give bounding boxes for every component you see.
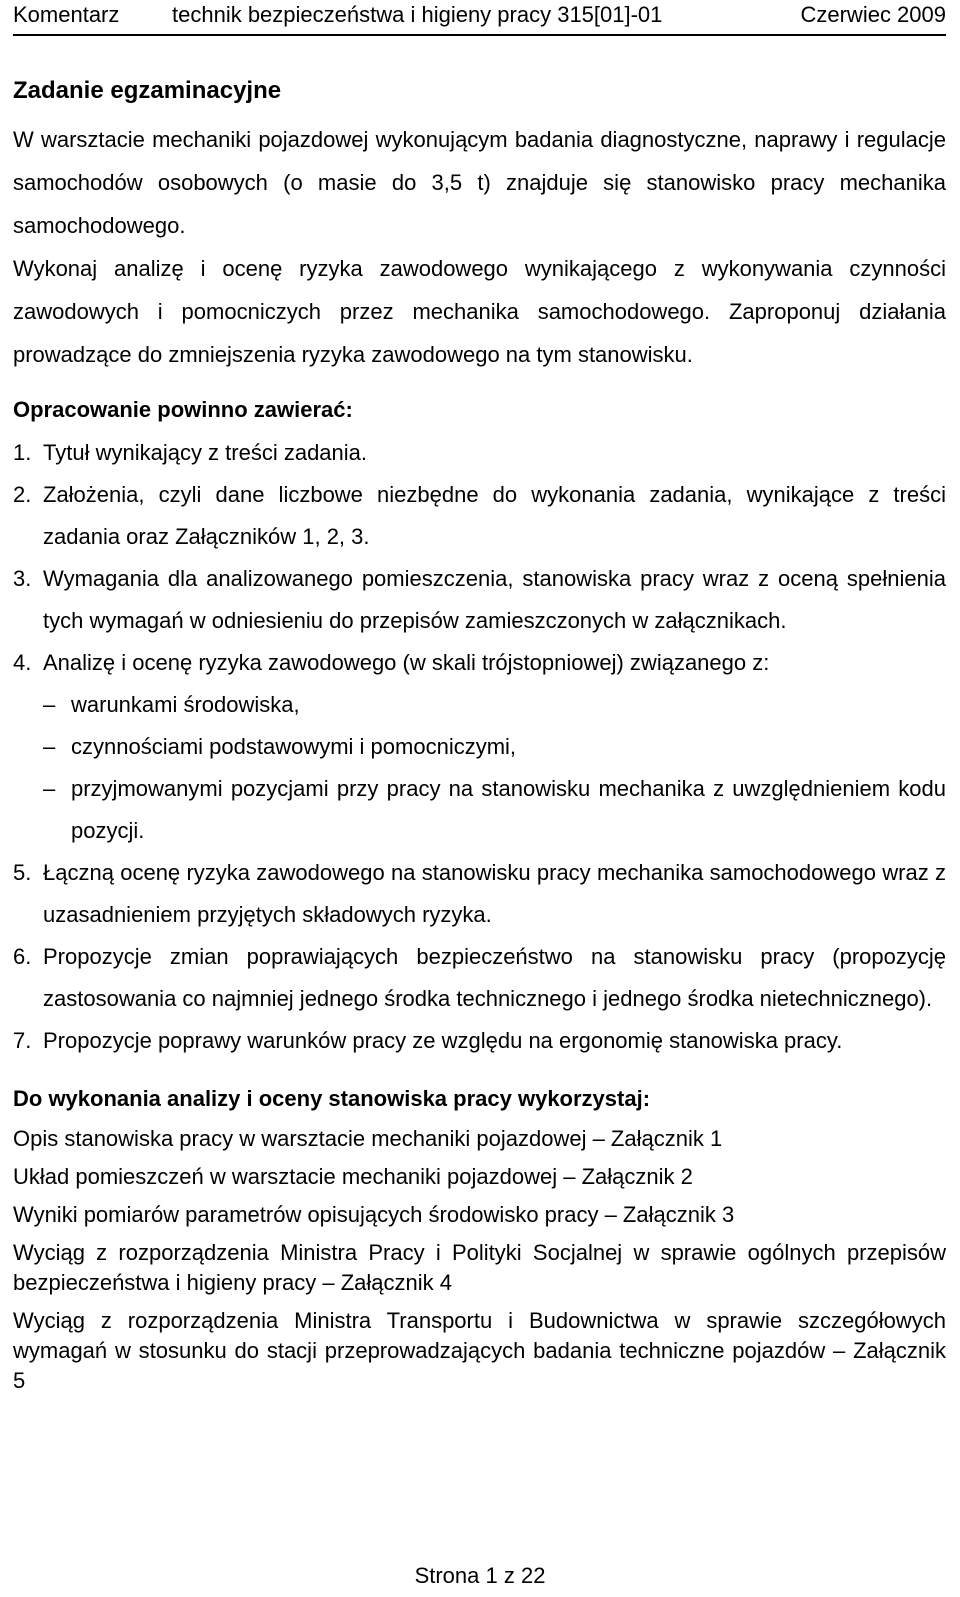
dash-bullet: – [43, 776, 56, 801]
attachment-item: Układ pomieszczeń w warsztacie mechaniki pojazdowej – Załącznik 2 [13, 1164, 693, 1189]
sub-list-item [43, 726, 946, 768]
requirement-item [13, 642, 946, 852]
page-number: Strona 1 z 22 [414, 1563, 546, 1588]
requirement-number: 2. [13, 482, 32, 507]
requirement-item [13, 432, 946, 474]
requirement-text: Wymagania dla analizowanego pomieszczenia, stanowiska pracy wraz z oceną spełnienia tych wymagań w odniesieniu do przepisów zamieszczonych w załącznikach. [43, 566, 946, 633]
attachments-heading: Do wykonania analizy i oceny stanowiska pracy wykorzystaj: [13, 1086, 651, 1111]
requirement-number: 7. [13, 1028, 32, 1053]
attachment-item: Wyciąg z rozporządzenia Ministra Transportu i Budownictwa w sprawie szczegółowych wymagań w stosunku do stacji przeprowadzających badania techniczne pojazdów – Załącznik 5 [13, 1308, 946, 1393]
requirement-item [13, 474, 946, 558]
requirement-text: Założenia, czyli dane liczbowe niezbędne do wykonania zadania, wynikające z treści zadania oraz Załączników 1, 2, 3. [43, 482, 946, 549]
header-divider [13, 34, 946, 36]
sub-list-item [43, 684, 946, 726]
page-header [0, 0, 960, 34]
intro-paragraph-2: Wykonaj analizę i ocenę ryzyka zawodowego wynikającego z wykonywania czynności zawodowych i pomocniczych przez mechanika samochodowego. Zaproponuj działania prowadzące do zmniejszenia ryzyka zawodowego na tym stanowisku. [13, 256, 946, 367]
sub-item-text: przyjmowanymi pozycjami przy pracy na stanowisku mechanika z uwzględnieniem kodu pozycji. [71, 776, 946, 843]
requirement-number: 3. [13, 566, 32, 591]
attachments-list [13, 1124, 946, 1396]
requirement-number: 5. [13, 860, 32, 885]
requirements-heading: Opracowanie powinno zawierać: [13, 397, 353, 422]
sub-item-text: warunkami środowiska, [71, 692, 300, 717]
requirement-number: 6. [13, 944, 32, 969]
requirement-number: 4. [13, 650, 32, 675]
sub-item-text: czynnościami podstawowymi i pomocniczymi, [71, 734, 517, 759]
sub-list [43, 684, 946, 852]
requirement-item [13, 936, 946, 1020]
requirement-item [13, 1020, 946, 1062]
requirements-list [13, 432, 946, 1062]
sub-list-item [43, 768, 946, 852]
header-right: Czerwiec 2009 [800, 2, 946, 27]
header-left: Komentarz [13, 2, 120, 27]
requirement-item [13, 558, 946, 642]
page-content [13, 76, 946, 1404]
requirement-text: Analizę i ocenę ryzyka zawodowego (w skali trójstopniowej) związanego z: [43, 650, 770, 675]
dash-bullet: – [43, 734, 56, 759]
requirement-text: Tytuł wynikający z treści zadania. [43, 440, 368, 465]
requirement-text: Propozycje zmian poprawiających bezpieczeństwo na stanowisku pracy (propozycję zastosowania co najmniej jednego środka technicznego i jednego środka nietechnicznego). [43, 944, 946, 1011]
intro-paragraph-1: W warsztacie mechaniki pojazdowej wykonującym badania diagnostyczne, naprawy i regulacje samochodów osobowych (o masie do 3,5 t) znajduje się stanowisko pracy mechanika samochodowego. [13, 127, 946, 238]
header-center: technik bezpieczeństwa i higieny pracy 315[01]-01 [172, 2, 663, 27]
page-title: Zadanie egzaminacyjne [13, 77, 282, 104]
requirement-number: 1. [13, 440, 32, 465]
requirement-text: Propozycje poprawy warunków pracy ze względu na ergonomię stanowiska pracy. [43, 1028, 843, 1053]
dash-bullet: – [43, 692, 56, 717]
attachment-item: Wyniki pomiarów parametrów opisujących środowisko pracy – Załącznik 3 [13, 1202, 735, 1227]
requirement-text: Łączną ocenę ryzyka zawodowego na stanowisku pracy mechanika samochodowego wraz z uzasadnieniem przyjętych składowych ryzyka. [43, 860, 946, 927]
attachment-item: Opis stanowiska pracy w warsztacie mechaniki pojazdowej – Załącznik 1 [13, 1126, 723, 1151]
attachment-item: Wyciąg z rozporządzenia Ministra Pracy i Polityki Socjalnej w sprawie ogólnych przepisów bezpieczeństwa i higieny pracy – Załącznik 4 [13, 1240, 946, 1295]
requirement-item [13, 852, 946, 936]
